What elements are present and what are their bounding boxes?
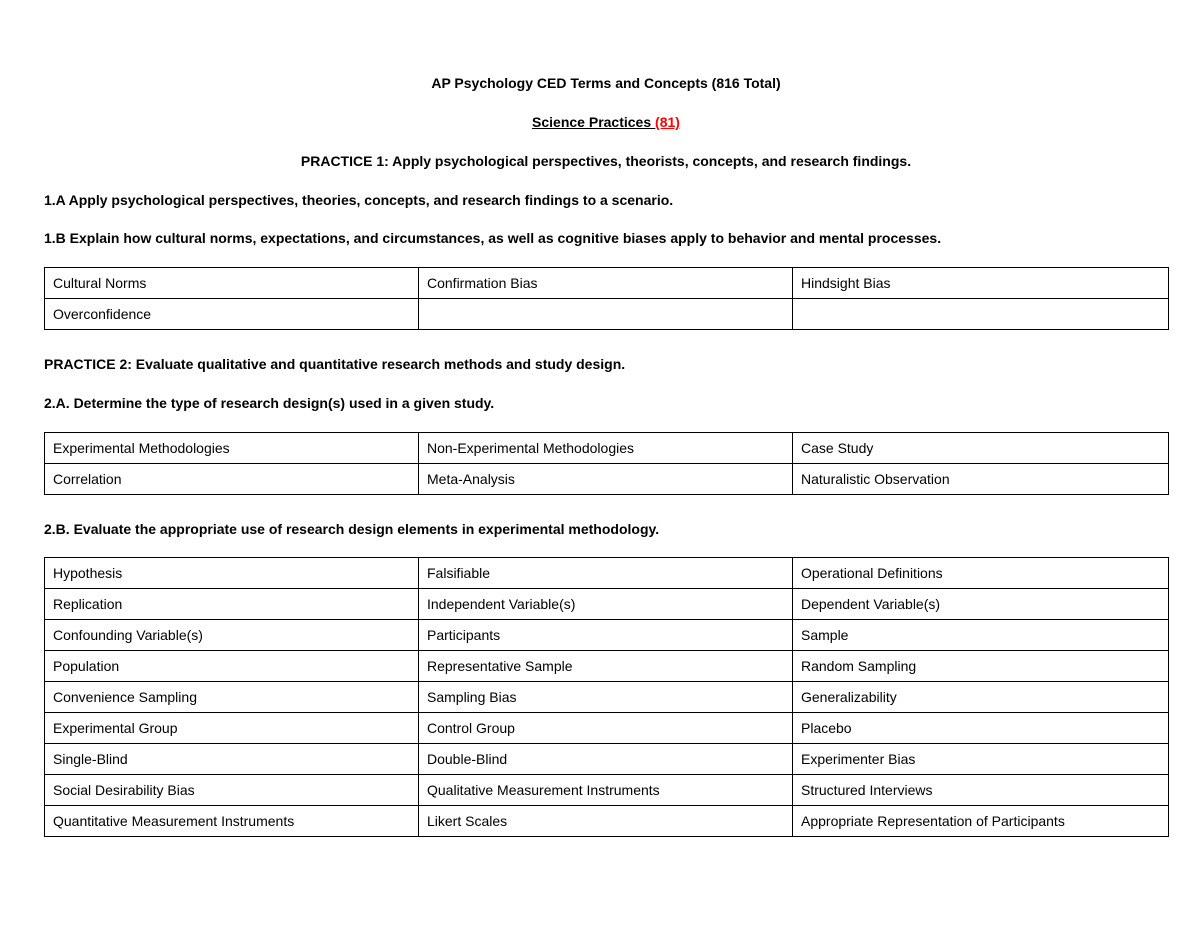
practice-2a-heading: 2.A. Determine the type of research design(s) used in a given study. bbox=[44, 395, 495, 411]
practice-1a-heading: 1.A Apply psychological perspectives, theories, concepts, and research findings to a scenario. bbox=[44, 192, 674, 208]
table-cell: Double-Blind bbox=[419, 744, 793, 775]
table-cell: Experimental Methodologies bbox=[45, 433, 419, 464]
table-cell: Random Sampling bbox=[793, 651, 1169, 682]
table-cell: Non-Experimental Methodologies bbox=[419, 433, 793, 464]
table-cell: Social Desirability Bias bbox=[45, 775, 419, 806]
table-cell: Appropriate Representation of Participants bbox=[793, 806, 1169, 837]
table-cell: Confounding Variable(s) bbox=[45, 620, 419, 651]
table-row bbox=[45, 744, 1169, 775]
table-cell: Independent Variable(s) bbox=[419, 589, 793, 620]
table-cell: Convenience Sampling bbox=[45, 682, 419, 713]
table-row bbox=[45, 589, 1169, 620]
table-row bbox=[45, 464, 1169, 495]
table-row bbox=[45, 299, 1169, 330]
table-cell: Sample bbox=[793, 620, 1169, 651]
table-cell: Hypothesis bbox=[45, 558, 419, 589]
table-cell: Generalizability bbox=[793, 682, 1169, 713]
table-cell: Placebo bbox=[793, 713, 1169, 744]
practice-1-terms-table bbox=[44, 267, 1169, 330]
table-row bbox=[45, 620, 1169, 651]
table-row bbox=[45, 558, 1169, 589]
table-cell: Single-Blind bbox=[45, 744, 419, 775]
table-row bbox=[45, 651, 1169, 682]
table-row bbox=[45, 682, 1169, 713]
table-cell: Control Group bbox=[419, 713, 793, 744]
table-cell: Sampling Bias bbox=[419, 682, 793, 713]
table-cell: Structured Interviews bbox=[793, 775, 1169, 806]
table-cell: Hindsight Bias bbox=[793, 268, 1169, 299]
table-cell: Dependent Variable(s) bbox=[793, 589, 1169, 620]
table-cell: Quantitative Measurement Instruments bbox=[45, 806, 419, 837]
table-cell: Population bbox=[45, 651, 419, 682]
practice-2b-heading: 2.B. Evaluate the appropriate use of research design elements in experimental methodology. bbox=[44, 521, 660, 537]
table-cell: Qualitative Measurement Instruments bbox=[419, 775, 793, 806]
table-cell: Operational Definitions bbox=[793, 558, 1169, 589]
practice-2-heading: PRACTICE 2: Evaluate qualitative and quantitative research methods and study design. bbox=[44, 356, 626, 372]
table-row bbox=[45, 806, 1169, 837]
practice-2b-terms-table bbox=[44, 557, 1169, 837]
practice-2a-terms-table bbox=[44, 432, 1169, 495]
table-cell bbox=[419, 299, 793, 330]
table-cell: Confirmation Bias bbox=[419, 268, 793, 299]
table-cell: Overconfidence bbox=[45, 299, 419, 330]
section-heading bbox=[0, 113, 1200, 131]
practice-1-heading: PRACTICE 1: Apply psychological perspectives, theorists, concepts, and research findings. bbox=[300, 153, 912, 169]
table-row bbox=[45, 433, 1169, 464]
table-row bbox=[45, 775, 1169, 806]
table-cell: Meta-Analysis bbox=[419, 464, 793, 495]
practice-1b-heading: 1.B Explain how cultural norms, expectations, and circumstances, as well as cognitive biases apply to behavior and mental processes. bbox=[44, 230, 942, 246]
table-cell: Experimental Group bbox=[45, 713, 419, 744]
table-cell: Representative Sample bbox=[419, 651, 793, 682]
section-count: (81) bbox=[655, 114, 680, 130]
table-cell: Experimenter Bias bbox=[793, 744, 1169, 775]
table-cell: Cultural Norms bbox=[45, 268, 419, 299]
table-cell: Likert Scales bbox=[419, 806, 793, 837]
table-cell: Falsifiable bbox=[419, 558, 793, 589]
table-cell: Replication bbox=[45, 589, 419, 620]
table-cell: Participants bbox=[419, 620, 793, 651]
table-row bbox=[45, 268, 1169, 299]
table-cell: Correlation bbox=[45, 464, 419, 495]
document-title: AP Psychology CED Terms and Concepts (816 Total) bbox=[431, 75, 781, 91]
table-cell: Naturalistic Observation bbox=[793, 464, 1169, 495]
section-label: Science Practices bbox=[532, 114, 656, 130]
table-cell: Case Study bbox=[793, 433, 1169, 464]
table-cell bbox=[793, 299, 1169, 330]
table-row bbox=[45, 713, 1169, 744]
